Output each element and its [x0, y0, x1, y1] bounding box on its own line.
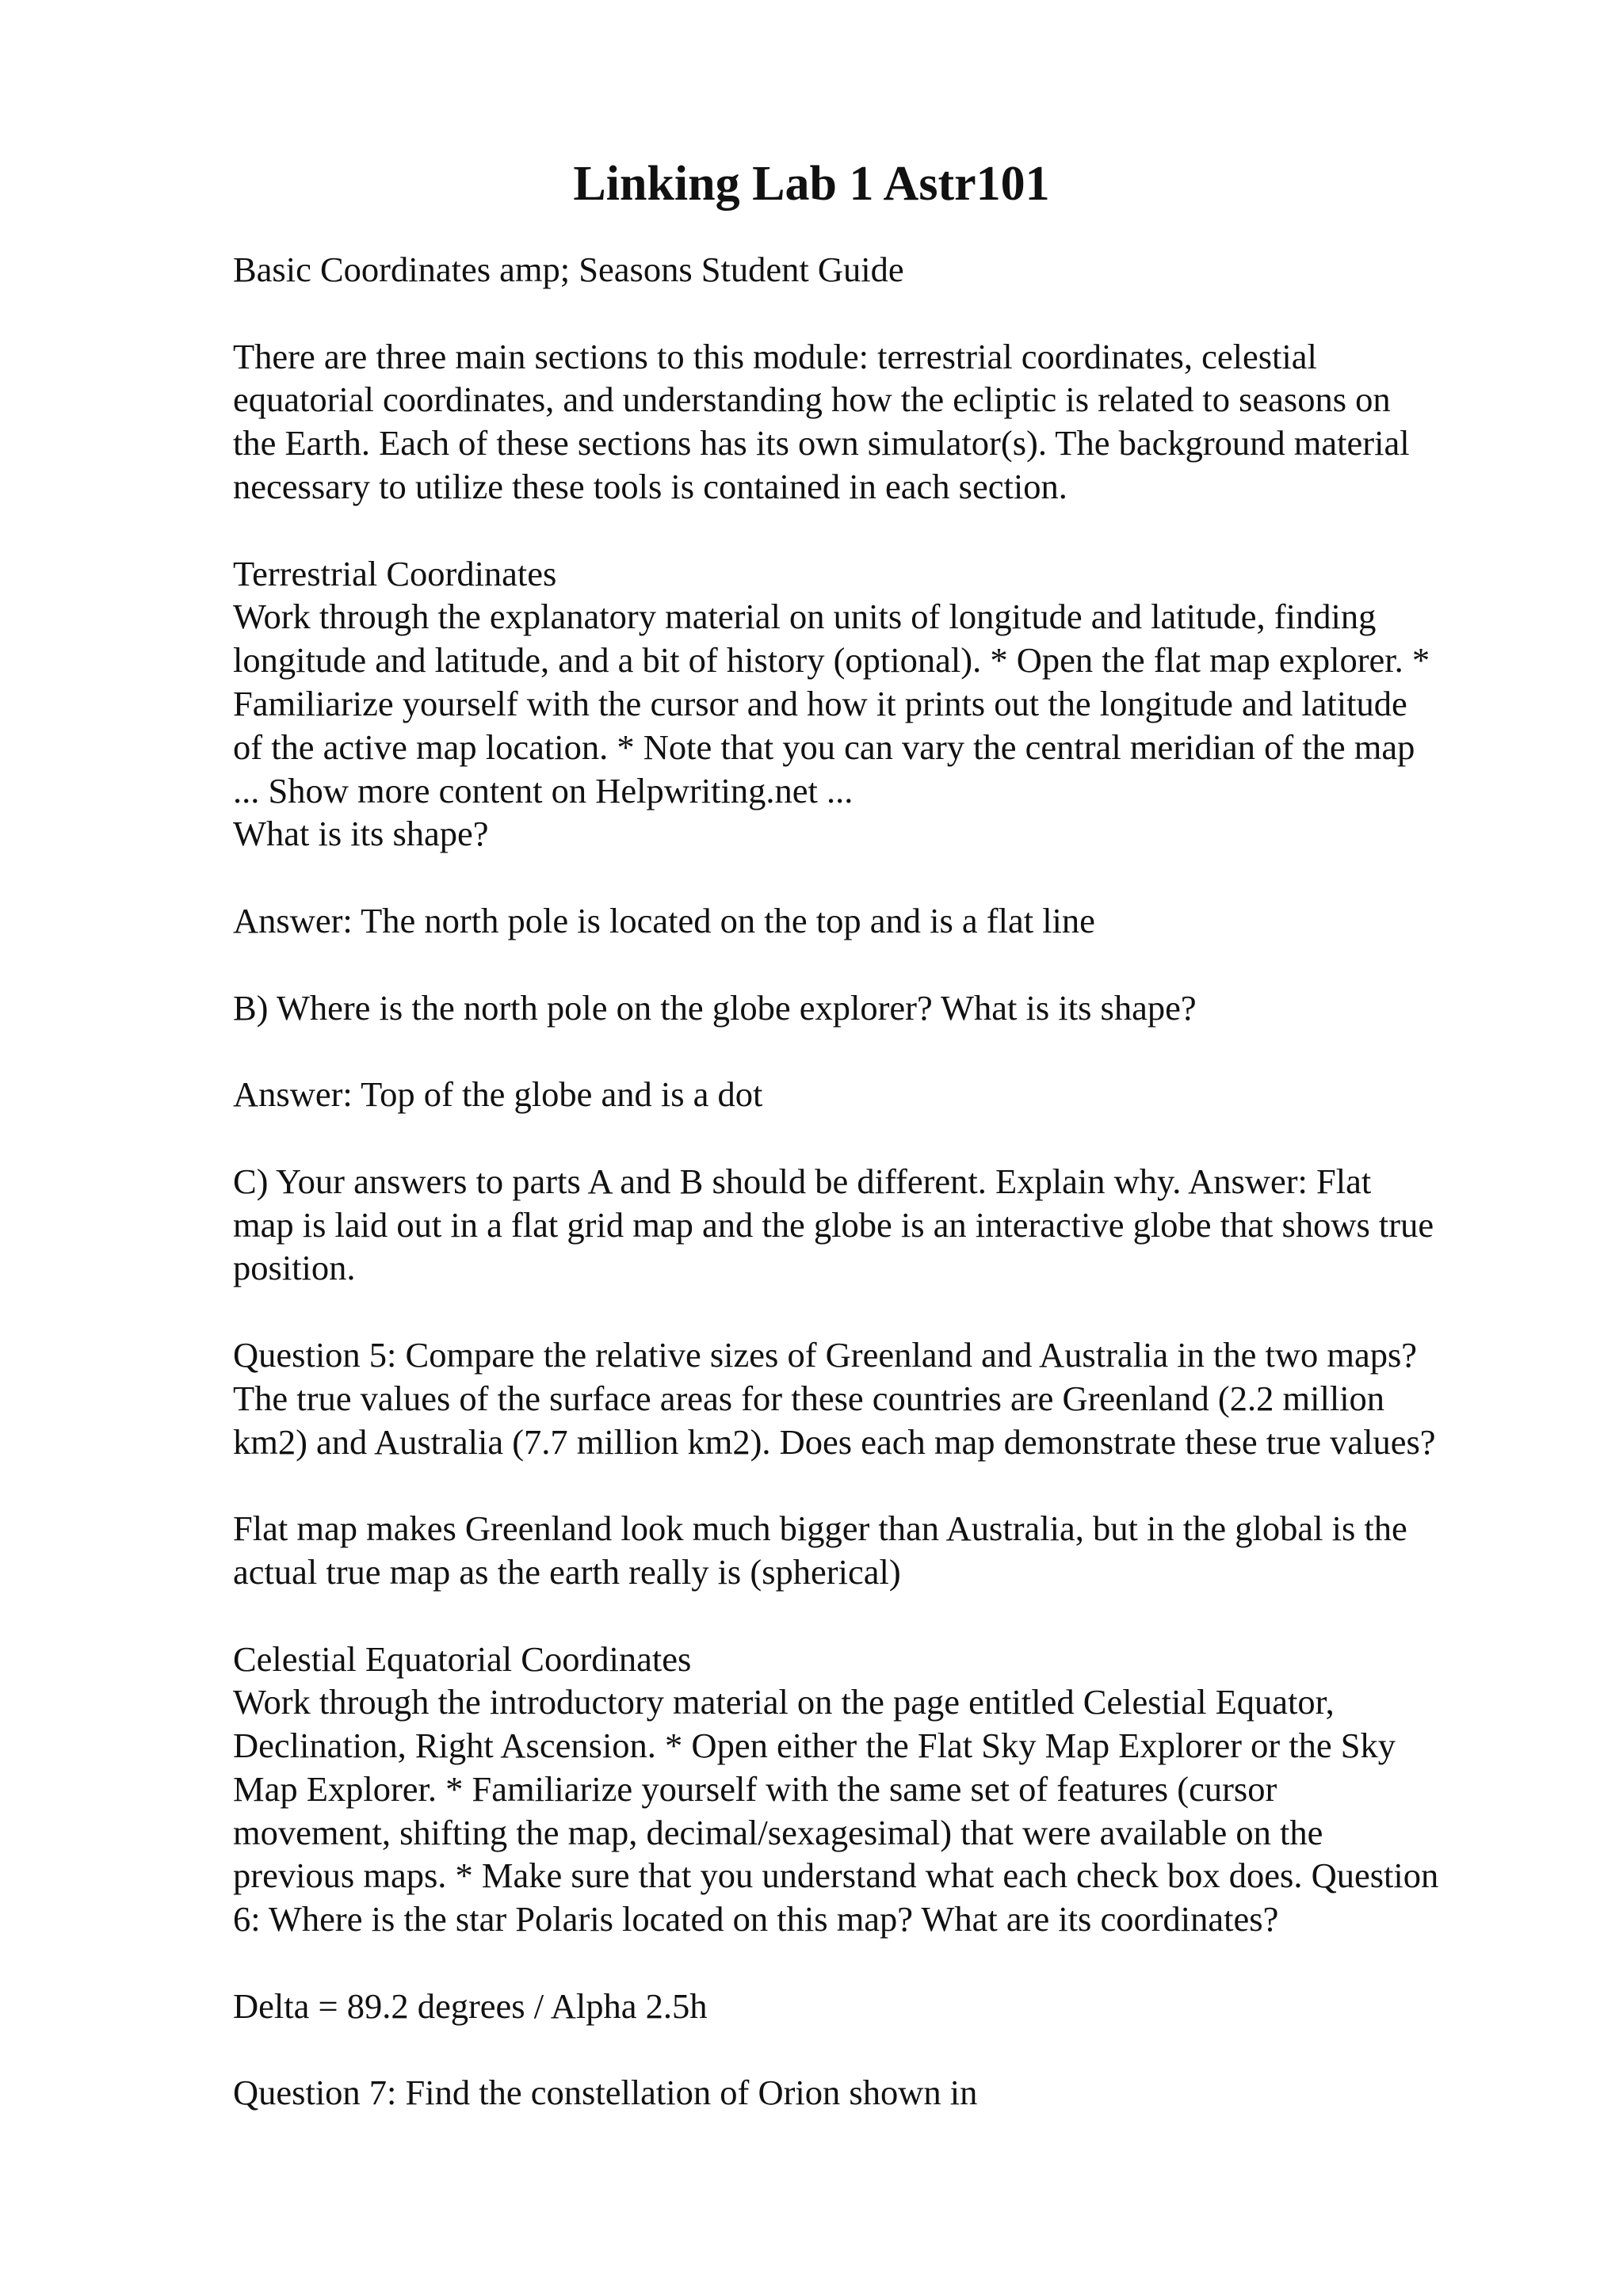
spacer	[233, 2028, 1517, 2072]
answer-a: Answer: The north pole is located on the top and is a flat line	[233, 900, 1095, 940]
text-line: 6: Where is the star Polaris located on this map? What are its coordinates?	[233, 1899, 1279, 1939]
show-more-line: ... Show more content on Helpwriting.net ...	[233, 770, 854, 810]
section-heading-terrestrial: Terrestrial Coordinates	[233, 553, 557, 593]
text-line: the Earth. Each of these sections has its own simulator(s). The background material	[233, 423, 1410, 463]
spacer	[233, 292, 1517, 335]
page-title: Linking Lab 1 Astr101	[573, 157, 1050, 211]
question-c	[233, 1160, 1517, 1290]
text-line: of the active map location. * Note that you can vary the central meridian of the map	[233, 727, 1415, 767]
spacer	[233, 1116, 1517, 1160]
spacer	[233, 856, 1517, 899]
question-b: B) Where is the north pole on the globe explorer? What is its shape?	[233, 987, 1197, 1028]
question-5	[233, 1333, 1517, 1463]
text-line: necessary to utilize these tools is contained in each section.	[233, 466, 1067, 506]
question-7: Question 7: Find the constellation of Orion shown in	[233, 2073, 978, 2113]
text-line: longitude and latitude, and a bit of history (optional). * Open the flat map explorer. *	[233, 640, 1430, 681]
terrestrial-section	[233, 552, 1517, 856]
spacer	[233, 1941, 1517, 1985]
text-line: Work through the explanatory material on units of longitude and latitude, finding	[233, 597, 1377, 637]
answer-5	[233, 1507, 1517, 1594]
text-line: previous maps. * Make sure that you understand what each check box does. Question	[233, 1855, 1439, 1896]
spacer	[233, 1463, 1517, 1507]
text-line: Flat map makes Greenland look much bigger than Australia, but in the global is the	[233, 1508, 1407, 1549]
text-line: Map Explorer. * Familiarize yourself with the same set of features (cursor	[233, 1768, 1277, 1809]
document-body	[233, 248, 1517, 2115]
text-line: Declination, Right Ascension. * Open either the Flat Sky Map Explorer or the Sky	[233, 1726, 1396, 1766]
text-line: Familiarize yourself with the cursor and how it prints out the longitude and latitude	[233, 683, 1407, 723]
intro-paragraph	[233, 335, 1517, 509]
section-heading-celestial: Celestial Equatorial Coordinates	[233, 1638, 692, 1679]
text-line: Work through the introductory material on the page entitled Celestial Equator,	[233, 1682, 1335, 1722]
celestial-section	[233, 1638, 1517, 1942]
text-line: What is its shape?	[233, 814, 489, 854]
text-line: C) Your answers to parts A and B should be different. Explain why. Answer: Flat	[233, 1161, 1372, 1201]
text-line: position.	[233, 1248, 356, 1288]
text-line: movement, shifting the map, decimal/sexagesimal) that were available on the	[233, 1812, 1323, 1852]
text-line: Question 5: Compare the relative sizes of Greenland and Australia in the two maps?	[233, 1334, 1418, 1375]
spacer	[233, 943, 1517, 986]
text-line: There are three main sections to this module: terrestrial coordinates, celestial	[233, 336, 1317, 376]
spacer	[233, 509, 1517, 552]
text-line: km2) and Australia (7.7 million km2). Does each map demonstrate these true values?	[233, 1421, 1436, 1462]
text-line: actual true map as the earth really is (spherical)	[233, 1551, 901, 1592]
spacer	[233, 1290, 1517, 1333]
subtitle: Basic Coordinates amp; Seasons Student Guide	[233, 250, 904, 289]
spacer	[233, 1029, 1517, 1073]
text-line: equatorial coordinates, and understanding how the ecliptic is related to seasons on	[233, 379, 1391, 420]
answer-b: Answer: Top of the globe and is a dot	[233, 1074, 763, 1115]
spacer	[233, 1594, 1517, 1638]
text-line: map is laid out in a flat grid map and the globe is an interactive globe that shows true	[233, 1204, 1434, 1245]
answer-6: Delta = 89.2 degrees / Alpha 2.5h	[233, 1985, 708, 2026]
text-line: The true values of the surface areas for these countries are Greenland (2.2 million	[233, 1378, 1385, 1418]
